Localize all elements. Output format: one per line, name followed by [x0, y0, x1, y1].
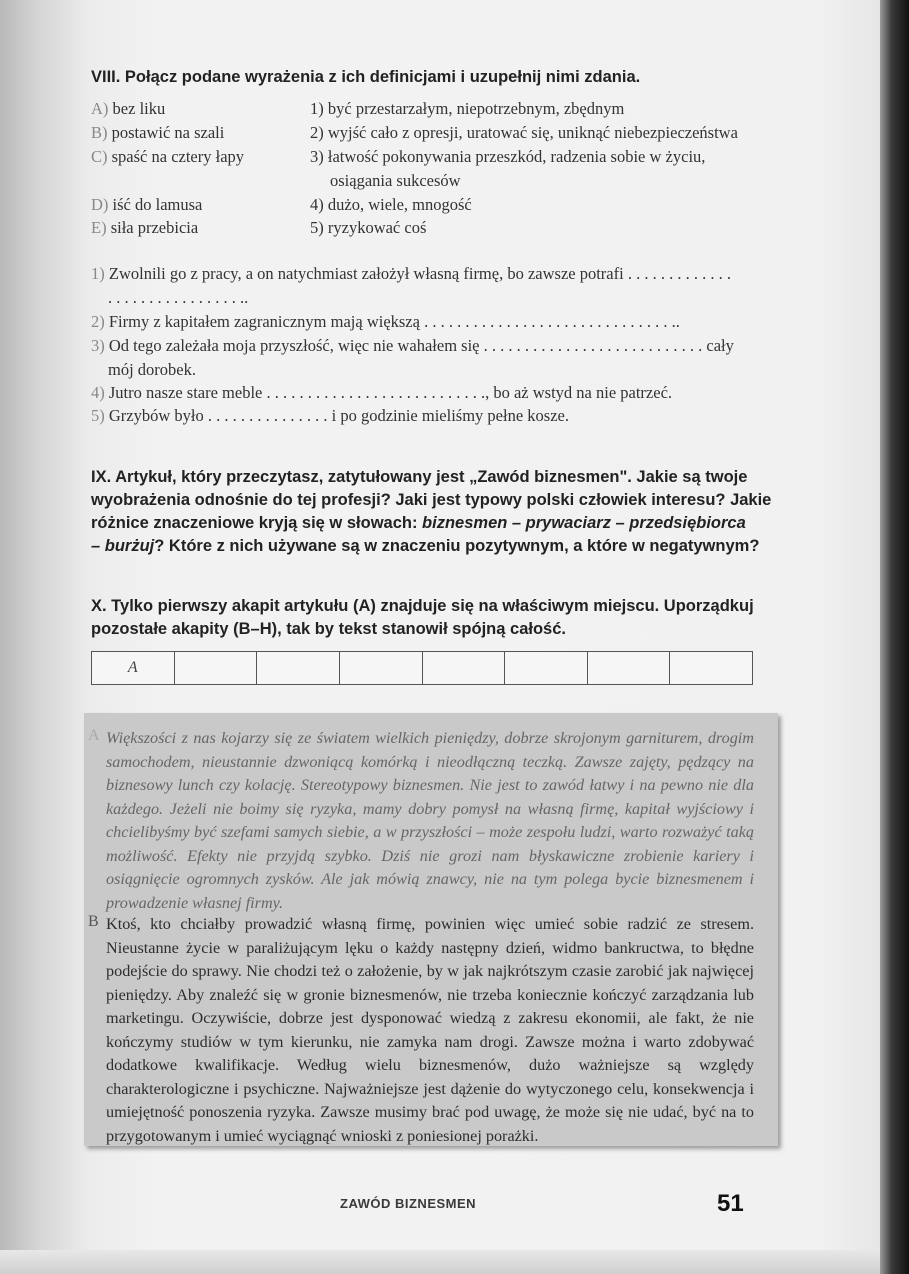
section-9-line: – burżuj? Które z nich używane są w znaczeniu pozytywnym, a które w negatywnym? [91, 537, 760, 555]
section-9-emphasis: biznesmen – prywaciarz – przedsiębiorca [422, 514, 746, 532]
page-edge-shadow [880, 0, 909, 1274]
phrase-item: B) postawić na szali [91, 123, 225, 142]
sentence-item: 1) Zwolnili go z pracy, a on natychmiast założył własną firmę, bo zawsze potrafi . . . . . . . . . . . . . [91, 264, 731, 283]
answer-cell[interactable] [175, 652, 258, 684]
sentence-item: 5) Grzybów było . . . . . . . . . . . . . . . i po godzinie mieliśmy pełne kosze. [91, 406, 569, 425]
section-9-emphasis: – burżuj [91, 537, 155, 555]
phrase-item: A) bez liku [91, 99, 166, 118]
article-box [84, 713, 778, 1146]
sentence-item-continued: . . . . . . . . . . . . . . . . .. [108, 288, 249, 307]
answer-cell[interactable] [257, 652, 340, 684]
sentence-item: 2) Firmy z kapitałem zagranicznym mają większą . . . . . . . . . . . . . . . . . . . . . . . . . . . . . . .. [91, 312, 680, 331]
section-10-line: X. Tylko pierwszy akapit artykułu (A) znajduje się na właściwym miejscu. Uporządkuj [91, 597, 754, 615]
answer-cell[interactable] [423, 652, 506, 684]
paragraph-b: Ktoś, kto chciałby prowadzić własną firmę, powinien więc umieć sobie radzić ze stresem. Nieustanne życie w paraliżującym lęku o każdy następny dzień, widmo bankructwa, to błędne podejście do sprawy. Nie chodzi też o założenie, by w jak najkrótszym czasie zarobić jak najwięcej pieniędzy. Aby znaleźć się w gronie biznesmenów, nie trzeba koniecznie kończyć zarządzania lub marketingu. Oczywiście, dobrze jest dysponować wiedzą z zakresu ekonomii, ale fakt, że nie kończymy studiów w tym kierunku, nie zamyka nam drogi. Zawsze można i warto zdobywać dodatkowe kwalifikacje. Według wielu biznesmenów, dużo ważniejsze są względy charakterologiczne i psychiczne. Najważniejsze jest dążenie do wytyczonego celu, konsekwencja i umiejętność ponoszenia ryzyka. Zawsze musimy brać pod uwagę, że może się nie udać, być na to przygotowanym i umieć wyciągnąć wnioski z poniesionej porażki. [106, 915, 754, 1145]
running-footer: ZAWÓD BIZNESMEN [340, 1196, 477, 1211]
section-8-title: VIII. Połącz podane wyrażenia z ich definicjami i uzupełnij nimi zdania. [91, 68, 641, 86]
definition-item: 3) łatwość pokonywania przeszkód, radzenia sobie w życiu, [310, 147, 706, 166]
phrase-item: D) iść do lamusa [91, 195, 203, 214]
definition-item-continued: osiągania sukcesów [330, 171, 461, 190]
sentence-item: 3) Od tego zależała moja przyszłość, więc nie wahałem się . . . . . . . . . . . . . . . . . . . . . . . . . . . cały [91, 336, 734, 355]
answer-grid [91, 651, 753, 685]
paragraph-letter-a: A [88, 727, 100, 744]
section-9-line: wyobrażenia odnośnie do tej profesji? Jaki jest typowy polski człowiek interesu? Jakie [91, 491, 772, 509]
answer-cell: A [92, 652, 175, 684]
definition-item: 5) ryzykować coś [310, 218, 427, 237]
section-9-line: różnice znaczeniowe kryją się w słowach: biznesmen – prywaciarz – przedsiębiorca [91, 514, 746, 532]
phrase-item: C) spaść na cztery łapy [91, 147, 245, 166]
answer-cell[interactable] [670, 652, 752, 684]
answer-cell[interactable] [340, 652, 423, 684]
answer-cell[interactable] [588, 652, 671, 684]
section-9-line: IX. Artykuł, który przeczytasz, zatytułowany jest „Zawód biznesmen". Jakie są twoje [91, 468, 748, 486]
paragraph-a: Większości z nas kojarzy się ze światem wielkich pieniędzy, dobrze skrojonym garniturem, drogim samochodem, nieustannie dzwoniącą komórką i nieodłączną teczką. Zawsze zajęty, pędzący na biznesowy lunch czy kolację. Stereotypowy biznesmen. Nie jest to zawód łatwy i na pewno nie dla każdego. Jeżeli nie boimy się ryzyka, mamy dobry pomysł na własną firmę, kapitał wyjściowy i chcielibyśmy być szefami samych siebie, a w przyszłości – może zespołu ludzi, warto rozważyć taką możliwość. Efekty nie przyjdą szybko. Dziś nie grozi nam błyskawiczne zrobienie kariery i osiągnięcie ogromnych zysków. Ale jak mówią znawcy, nie na tym polega bycie biznesmenem i prowadzenie własnej firmy. [106, 729, 754, 912]
sentence-item: 4) Jutro nasze stare meble . . . . . . . . . . . . . . . . . . . . . . . . . . ., bo aż wstyd na nie patrzeć. [91, 383, 673, 402]
page-number: 51 [717, 1190, 744, 1217]
paragraph-letter-b: B [88, 913, 99, 930]
sentence-item-continued: mój dorobek. [108, 360, 196, 379]
section-10-line: pozostałe akapity (B–H), tak by tekst stanowił spójną całość. [91, 620, 566, 638]
definition-item: 1) być przestarzałym, niepotrzebnym, zbędnym [310, 99, 625, 118]
page-bottom-edge [0, 1250, 880, 1274]
answer-cell[interactable] [505, 652, 588, 684]
phrase-item: E) siła przebicia [91, 218, 199, 237]
definition-item: 2) wyjść cało z opresji, uratować się, uniknąć niebezpieczeństwa [310, 123, 738, 142]
definition-item: 4) dużo, wiele, mnogość [310, 195, 472, 214]
